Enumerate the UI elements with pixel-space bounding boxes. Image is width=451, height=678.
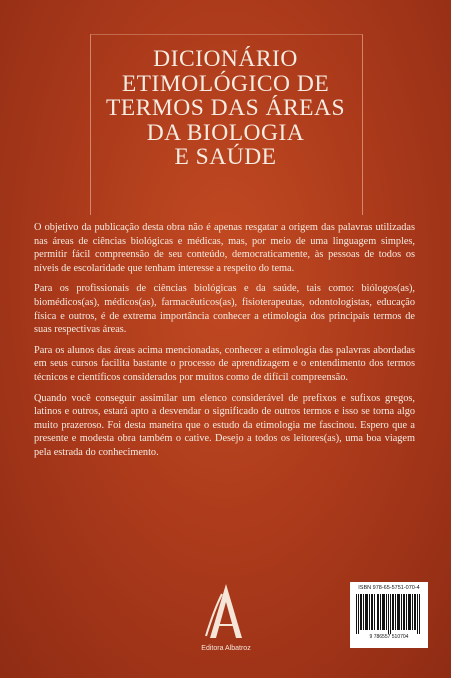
letter-a-logo-icon [196, 580, 256, 642]
barcode-bars [354, 594, 424, 634]
isbn-label: ISBN 978-65-5751-070-4 [358, 585, 420, 591]
paragraph: O objetivo da publicação desta obra não é apenas resgatar a origem das palavras utilizadas nas áreas de ciências biológicas e médicas, mas, por meio de uma linguagem simples, permitir fácil compreensão de seu conteúdo, democraticamente, às pessoas de todos os níveis de escolaridade que tenham interesse a respeito do tema. [34, 222, 415, 274]
book-title [90, 47, 361, 170]
barcode [350, 582, 428, 648]
back-cover-text [34, 221, 415, 467]
title-line: TERMOS DAS ÁREAS [105, 95, 346, 121]
title-line: ETIMOLÓGICO DE [121, 70, 330, 97]
publisher-logo [196, 580, 256, 658]
barcode-number: 9 786557 510704 [369, 634, 409, 640]
title-line: DA BIOLOGIA [146, 119, 305, 146]
paragraph: Para os profissionais de ciências biológicas e da saúde, tais como: biólogos(as), biomédicos(as), médicos(as), farmacêuticos(as), fisioterapeutas, odontologistas, educação física e outros, é de extrema importância conhecer a etimologia dos principais termos de suas respectivas áreas. [34, 283, 415, 336]
title-line: E SAÚDE [174, 144, 277, 170]
title-line: DICIONÁRIO [153, 46, 298, 72]
paragraph: Para os alunos das áreas acima mencionadas, conhecer a etimologia das palavras abordadas em seus cursos facilita bastante o processo de aprendizagem e o entendimento dos termos técnicos e científicos considerados por muitos como de difícil compreensão. [34, 344, 415, 383]
paragraph: Quando você conseguir assimilar um elenco considerável de prefixos e sufixos gregos, latinos e outros, estará apto a desvendar o significado de outros termos e isso se torna algo muito prazeroso. Foi desta maneira que o estudo da etimologia me fascinou. Espero que a presente e modesta obra também o cative. Desejo a todos os leitores(as), uma boa viagem pela estrada do conhecimento. [34, 392, 415, 458]
publisher-name: Editora Albatroz [201, 645, 251, 652]
